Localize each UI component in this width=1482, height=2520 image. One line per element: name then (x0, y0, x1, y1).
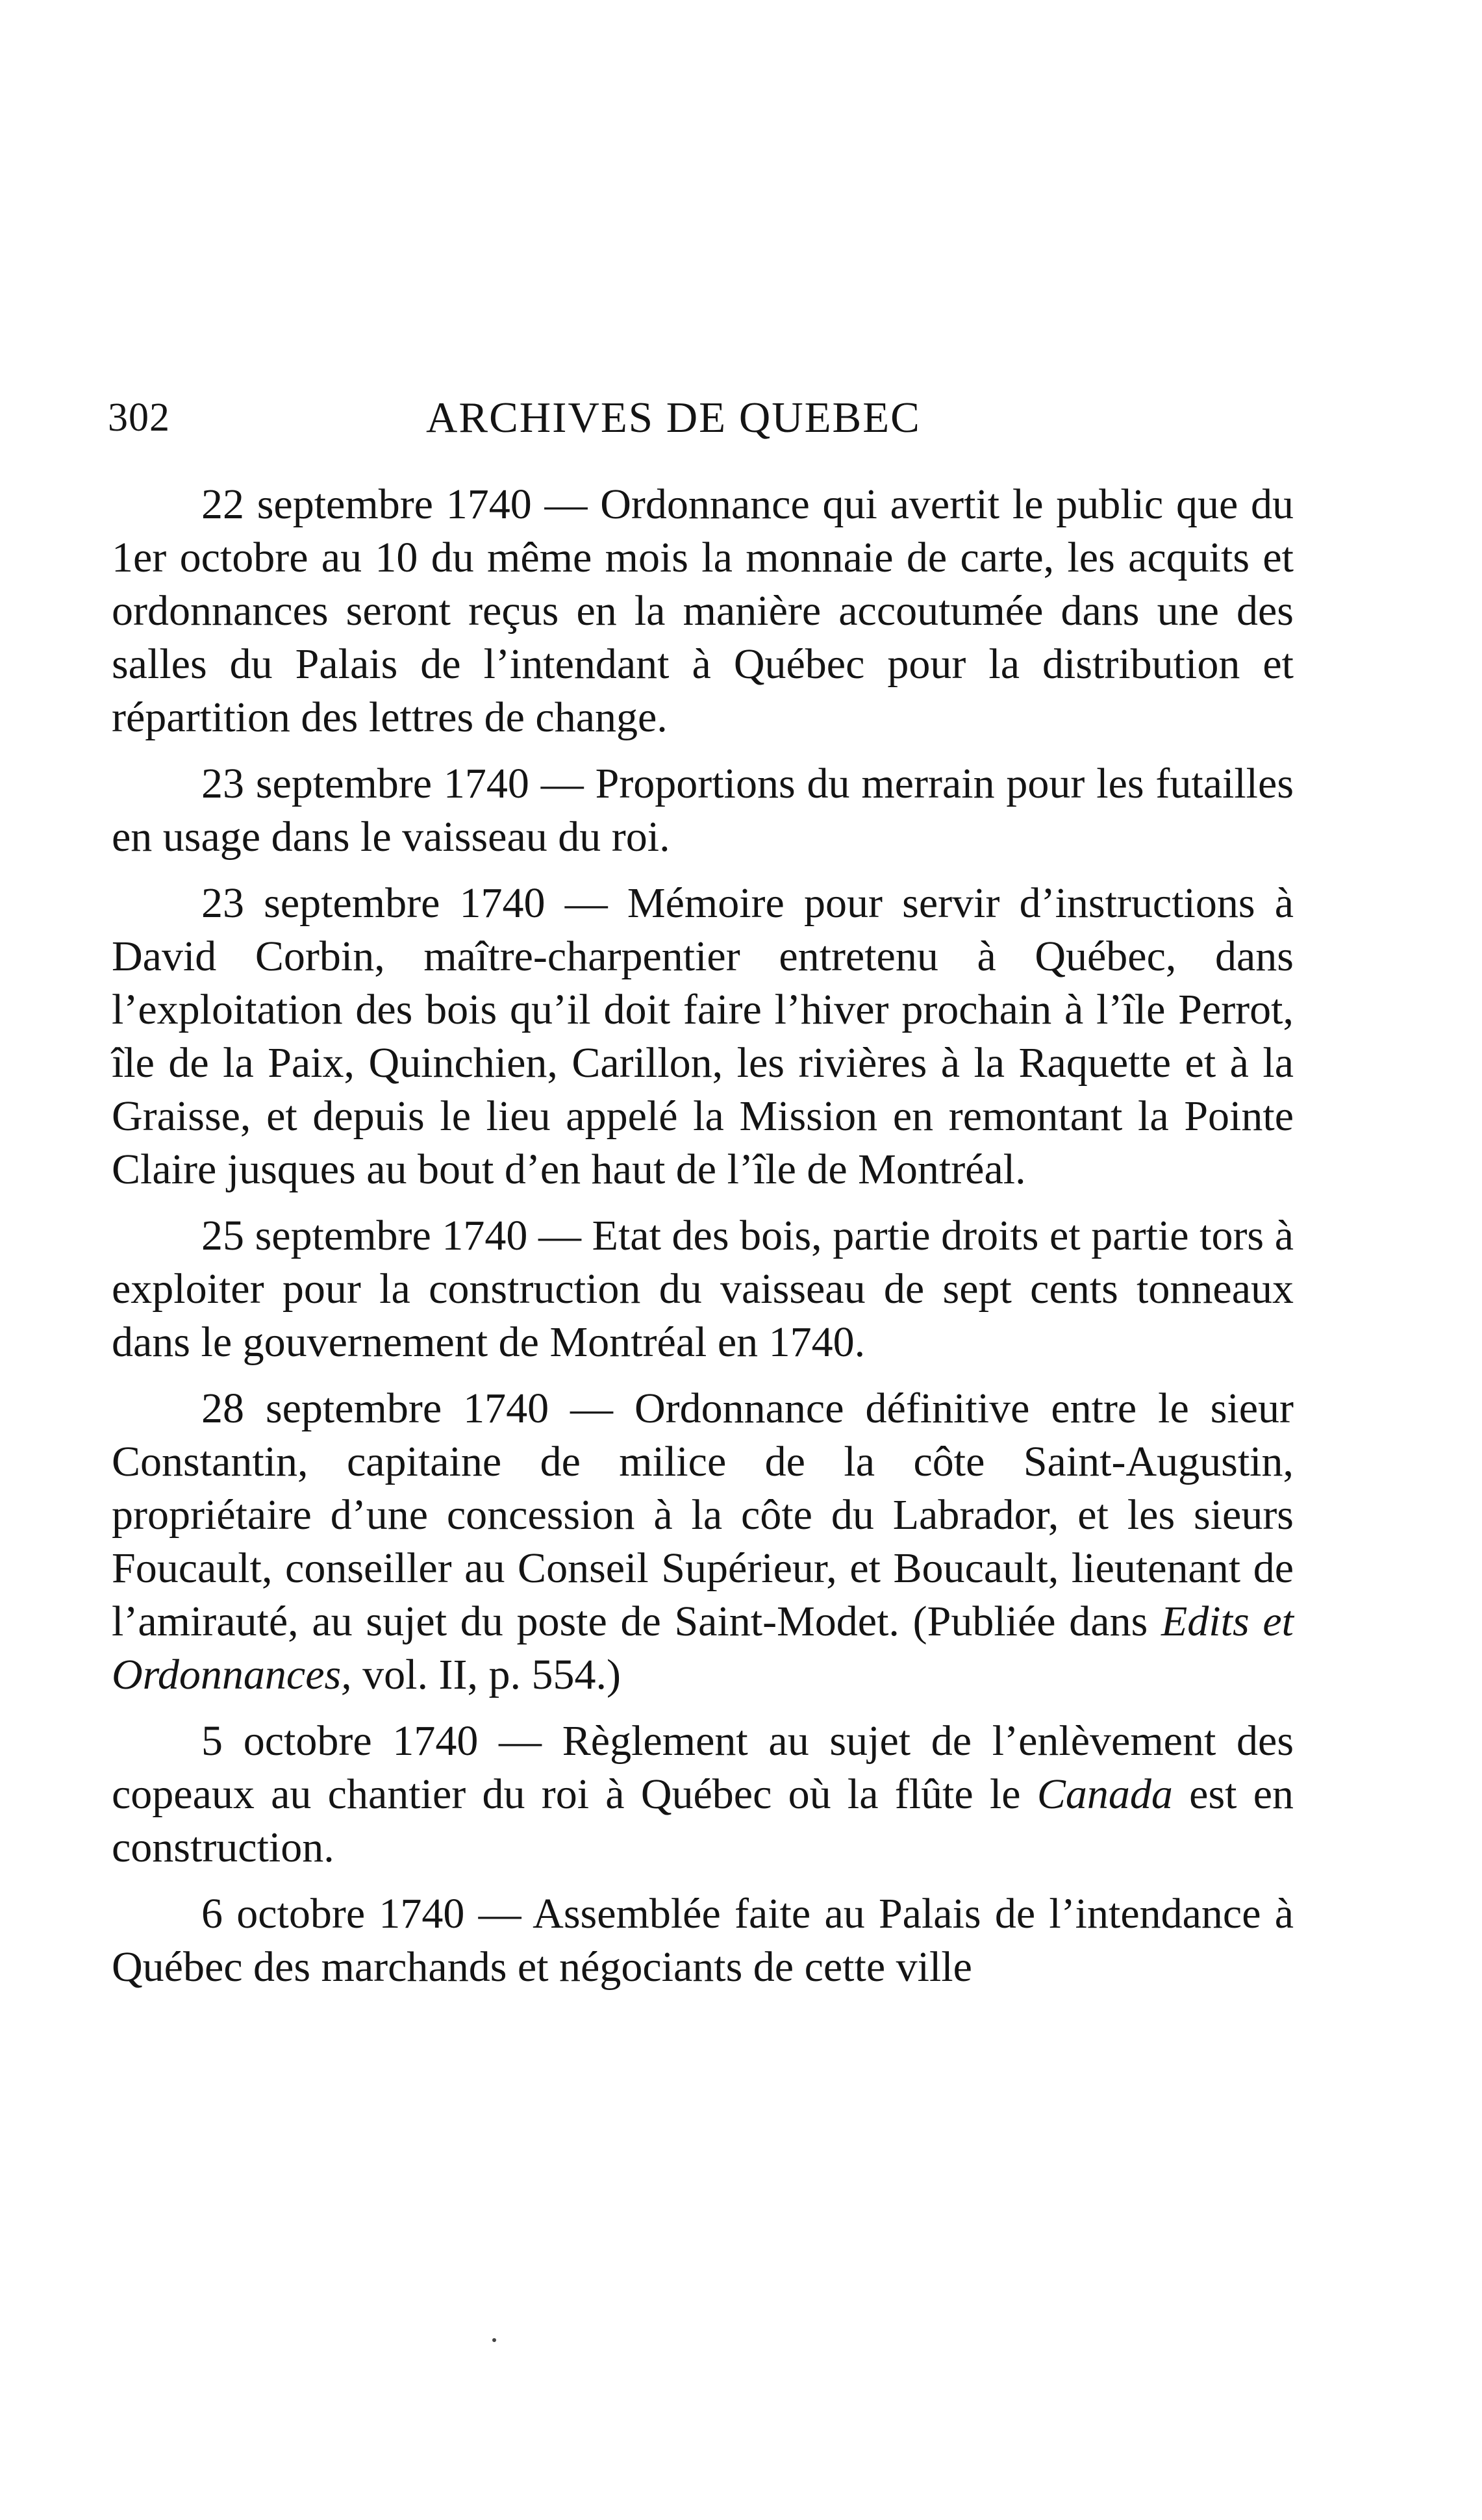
entry-text-continued: est en construction. (112, 1770, 1294, 1871)
publication-title: Edits et Ordonnances, (112, 1598, 1294, 1698)
entry-text: Ordonnance qui avertit le public que du 1er octobre au 10 du même mois la monnaie de carte, les acquits et ordonnances seront reçus en la manière accoutumée dans une des salles du Palais de l’intendant à Québec pour la distribution et répartition des lettres de change. (112, 481, 1294, 741)
entry-text: Assemblée faite au Palais de l’intendance à Québec des marchands et négociants de cette ville (112, 1890, 1294, 1991)
entry-separator: — (527, 1212, 592, 1259)
entry-text: Règlement au sujet de l’enlèvement des copeaux au chantier du roi à Québec où la flûte le (112, 1717, 1294, 1818)
archive-entry (112, 1715, 1294, 1874)
page-header (108, 388, 1296, 447)
entry-text: Ordonnance définitive entre le sieur Constantin, capitaine de milice de la côte Saint-Augustin, propriétaire d’une concession à la côte du Labrador, et les sieurs Foucault, conseiller au Conseil Supérieur, et Boucault, lieutenant de l’amirauté, au sujet du poste de Saint-Modet. (112, 1385, 1294, 1645)
archive-entry (112, 757, 1294, 864)
entry-text: Mémoire pour servir d’instructions à David Corbin, maître-charpentier entretenu à Québec, dans l’exploitation des bois qu’il doit faire l’hiver prochain à l’île Perrot, île de la Paix, Quinchien, Carillon, les rivières à la Raquette et à la Graisse, et depuis le lieu appelé la Mission en remontant la Pointe Claire jusques au bout d’en haut de l’île de Montréal. (112, 879, 1294, 1193)
entry-date: 23 septembre 1740 (201, 760, 529, 807)
archive-entry (112, 478, 1294, 744)
archive-entry (112, 1887, 1294, 1994)
entry-date: 23 septembre 1740 (201, 879, 546, 927)
archive-entry (112, 1209, 1294, 1369)
entry-date: 28 septembre 1740 (201, 1385, 549, 1432)
publication-note-open: (Publiée dans (912, 1598, 1148, 1645)
entry-text: Etat des bois, partie droits et partie tors à exploiter pour la construction du vaisseau de sept cents tonneaux dans le gouvernement de Montréal en 1740. (112, 1212, 1294, 1366)
publication-note-close: vol. II, p. 554.) (362, 1651, 621, 1698)
entry-separator: — (549, 1385, 634, 1432)
page-number: 302 (108, 396, 170, 440)
entry-text: Proportions du merrain pour les futailles en usage dans le vaisseau du roi. (112, 760, 1294, 861)
ship-name: Canada (1036, 1770, 1173, 1818)
entry-separator: — (545, 879, 627, 927)
paper-speck (492, 2338, 496, 2342)
entry-date: 22 septembre 1740 (201, 481, 532, 528)
running-title: ARCHIVES DE QUEBEC (426, 394, 921, 442)
entry-separator: — (531, 481, 601, 528)
entry-date: 5 octobre 1740 (201, 1717, 479, 1765)
archive-entry (112, 877, 1294, 1196)
entry-date: 6 octobre 1740 (201, 1890, 465, 1937)
entry-separator: — (464, 1890, 533, 1937)
entry-separator: — (529, 760, 596, 807)
entry-separator: — (478, 1717, 562, 1765)
archive-entry (112, 1382, 1294, 1702)
archive-entries (112, 478, 1294, 1994)
entry-date: 25 septembre 1740 (201, 1212, 528, 1259)
